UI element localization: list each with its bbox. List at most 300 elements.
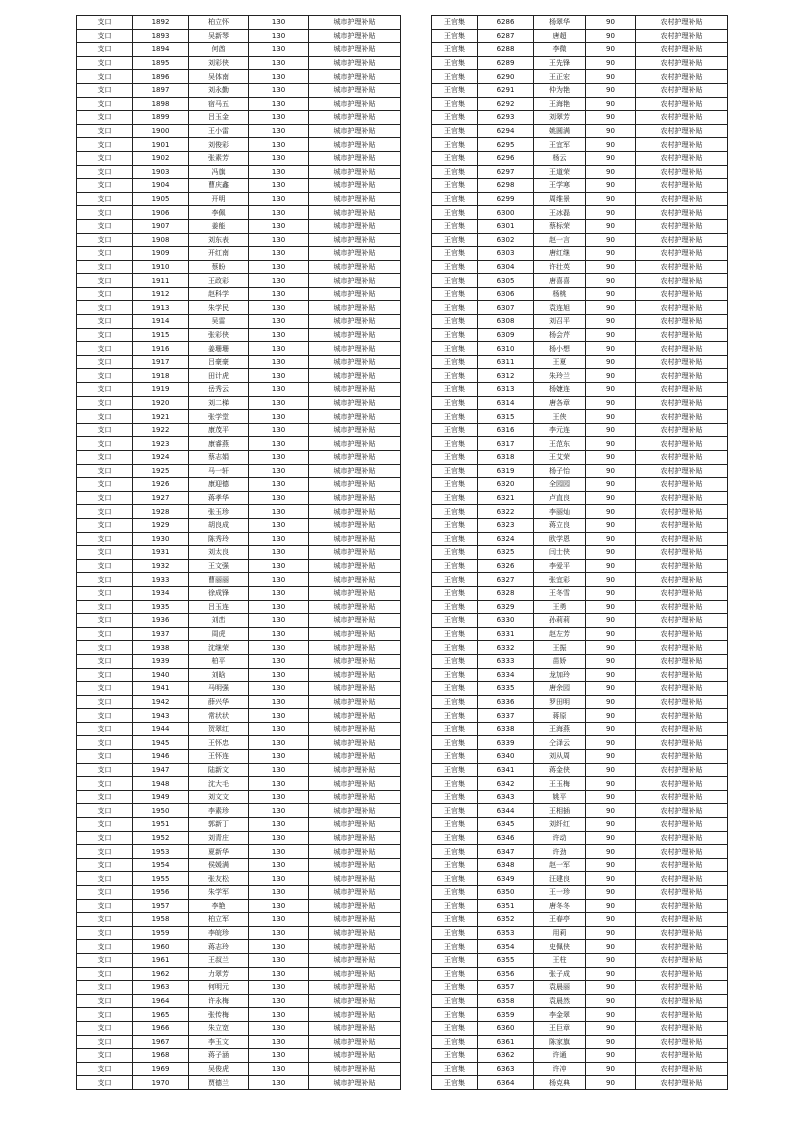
village-cell: 支口 [77, 1062, 133, 1076]
village-cell: 王官集 [432, 355, 478, 369]
id-cell: 6331 [478, 627, 534, 641]
id-cell: 6314 [478, 396, 534, 410]
amount-cell: 90 [586, 179, 636, 193]
table-row [77, 559, 401, 573]
name-cell: 罗田明 [534, 695, 586, 709]
name-cell: 王文强 [189, 559, 249, 573]
village-cell: 支口 [77, 287, 133, 301]
table-row [77, 124, 401, 138]
id-cell: 6326 [478, 559, 534, 573]
village-cell: 王官集 [432, 301, 478, 315]
amount-cell: 90 [586, 505, 636, 519]
id-cell: 1952 [133, 831, 189, 845]
id-cell: 1968 [133, 1049, 189, 1063]
type-cell: 城市护理补贴 [309, 940, 401, 954]
id-cell: 1926 [133, 478, 189, 492]
village-cell: 王官集 [432, 940, 478, 954]
table-row [432, 478, 728, 492]
id-cell: 6342 [478, 777, 534, 791]
type-cell: 城市护理补贴 [309, 913, 401, 927]
village-cell: 王官集 [432, 165, 478, 179]
name-cell: 赵一军 [534, 858, 586, 872]
name-cell: 陈秀玲 [189, 532, 249, 546]
type-cell: 城市护理补贴 [309, 233, 401, 247]
table-row [77, 953, 401, 967]
table-row [77, 464, 401, 478]
id-cell: 1908 [133, 233, 189, 247]
village-cell: 支口 [77, 845, 133, 859]
name-cell: 何明元 [189, 981, 249, 995]
amount-cell: 90 [586, 627, 636, 641]
village-cell: 王官集 [432, 994, 478, 1008]
table-row [432, 423, 728, 437]
type-cell: 农村护理补贴 [636, 423, 728, 437]
table-row [432, 1062, 728, 1076]
table-row [77, 668, 401, 682]
type-cell: 农村护理补贴 [636, 777, 728, 791]
id-cell: 1921 [133, 410, 189, 424]
amount-cell: 130 [249, 967, 309, 981]
village-cell: 支口 [77, 668, 133, 682]
name-cell: 王学寒 [534, 179, 586, 193]
table-row [77, 722, 401, 736]
table-row [432, 559, 728, 573]
name-cell: 张玉珍 [189, 505, 249, 519]
village-cell: 王官集 [432, 926, 478, 940]
name-cell: 许永梅 [189, 994, 249, 1008]
amount-cell: 90 [586, 668, 636, 682]
name-cell: 常状状 [189, 709, 249, 723]
table-row [77, 355, 401, 369]
type-cell: 城市护理补贴 [309, 804, 401, 818]
id-cell: 1927 [133, 491, 189, 505]
name-cell: 李玉文 [189, 1035, 249, 1049]
village-cell: 支口 [77, 247, 133, 261]
village-cell: 支口 [77, 151, 133, 165]
amount-cell: 130 [249, 736, 309, 750]
village-cell: 支口 [77, 518, 133, 532]
table-row [432, 301, 728, 315]
village-cell: 王官集 [432, 913, 478, 927]
village-cell: 支口 [77, 315, 133, 329]
id-cell: 6316 [478, 423, 534, 437]
name-cell: 袁连旭 [534, 301, 586, 315]
id-cell: 6330 [478, 614, 534, 628]
name-cell: 李丽灿 [534, 505, 586, 519]
village-cell: 支口 [77, 43, 133, 57]
id-cell: 1954 [133, 858, 189, 872]
name-cell: 周虎 [189, 627, 249, 641]
amount-cell: 130 [249, 790, 309, 804]
amount-cell: 130 [249, 518, 309, 532]
table-row [432, 600, 728, 614]
name-cell: 王侠 [534, 410, 586, 424]
id-cell: 6353 [478, 926, 534, 940]
id-cell: 1939 [133, 654, 189, 668]
id-cell: 6310 [478, 342, 534, 356]
amount-cell: 130 [249, 355, 309, 369]
amount-cell: 130 [249, 124, 309, 138]
table-row [77, 1062, 401, 1076]
name-cell: 欧学恩 [534, 532, 586, 546]
id-cell: 6304 [478, 260, 534, 274]
type-cell: 农村护理补贴 [636, 818, 728, 832]
id-cell: 1941 [133, 682, 189, 696]
name-cell: 薛兴华 [189, 695, 249, 709]
amount-cell: 130 [249, 722, 309, 736]
table-row [432, 845, 728, 859]
village-cell: 王官集 [432, 410, 478, 424]
id-cell: 6293 [478, 111, 534, 125]
village-cell: 王官集 [432, 695, 478, 709]
table-row [432, 831, 728, 845]
table-row [77, 247, 401, 261]
type-cell: 农村护理补贴 [636, 695, 728, 709]
village-cell: 支口 [77, 695, 133, 709]
amount-cell: 90 [586, 274, 636, 288]
amount-cell: 130 [249, 981, 309, 995]
id-cell: 6289 [478, 56, 534, 70]
village-cell: 王官集 [432, 423, 478, 437]
table-row [77, 97, 401, 111]
table-row [432, 274, 728, 288]
village-cell: 支口 [77, 831, 133, 845]
id-cell: 1915 [133, 328, 189, 342]
amount-cell: 90 [586, 437, 636, 451]
type-cell: 农村护理补贴 [636, 858, 728, 872]
village-cell: 支口 [77, 233, 133, 247]
table-row [77, 165, 401, 179]
village-cell: 王官集 [432, 260, 478, 274]
name-cell: 吕玉连 [189, 600, 249, 614]
table-row [77, 654, 401, 668]
type-cell: 城市护理补贴 [309, 654, 401, 668]
name-cell: 杨小想 [534, 342, 586, 356]
village-cell: 支口 [77, 16, 133, 30]
type-cell: 城市护理补贴 [309, 994, 401, 1008]
type-cell: 农村护理补贴 [636, 396, 728, 410]
id-cell: 6347 [478, 845, 534, 859]
amount-cell: 130 [249, 111, 309, 125]
id-cell: 1944 [133, 722, 189, 736]
village-cell: 王官集 [432, 247, 478, 261]
table-row [77, 451, 401, 465]
name-cell: 李皖珍 [189, 926, 249, 940]
village-cell: 王官集 [432, 29, 478, 43]
type-cell: 农村护理补贴 [636, 641, 728, 655]
amount-cell: 130 [249, 709, 309, 723]
id-cell: 6360 [478, 1021, 534, 1035]
table-row [432, 179, 728, 193]
village-cell: 王官集 [432, 790, 478, 804]
village-cell: 支口 [77, 532, 133, 546]
id-cell: 6364 [478, 1076, 534, 1090]
id-cell: 1903 [133, 165, 189, 179]
amount-cell: 90 [586, 614, 636, 628]
id-cell: 1932 [133, 559, 189, 573]
table-row [77, 858, 401, 872]
village-cell: 王官集 [432, 818, 478, 832]
table-row [77, 736, 401, 750]
amount-cell: 130 [249, 342, 309, 356]
name-cell: 王冰磊 [534, 206, 586, 220]
right-roster-table [431, 15, 728, 1090]
id-cell: 1902 [133, 151, 189, 165]
id-cell: 6303 [478, 247, 534, 261]
type-cell: 城市护理补贴 [309, 491, 401, 505]
name-cell: 刘彩侠 [189, 56, 249, 70]
table-row [77, 16, 401, 30]
type-cell: 城市护理补贴 [309, 505, 401, 519]
amount-cell: 130 [249, 831, 309, 845]
name-cell: 姜珊珊 [189, 342, 249, 356]
name-cell: 王冬雪 [534, 586, 586, 600]
type-cell: 城市护理补贴 [309, 736, 401, 750]
type-cell: 城市护理补贴 [309, 953, 401, 967]
table-row [77, 614, 401, 628]
village-cell: 王官集 [432, 682, 478, 696]
table-row [77, 926, 401, 940]
village-cell: 王官集 [432, 491, 478, 505]
name-cell: 张传梅 [189, 1008, 249, 1022]
name-cell: 吴体南 [189, 70, 249, 84]
village-cell: 支口 [77, 1021, 133, 1035]
id-cell: 1906 [133, 206, 189, 220]
id-cell: 1959 [133, 926, 189, 940]
amount-cell: 90 [586, 192, 636, 206]
table-row [77, 682, 401, 696]
table-row [432, 586, 728, 600]
table-row [432, 709, 728, 723]
village-cell: 支口 [77, 763, 133, 777]
type-cell: 农村护理补贴 [636, 437, 728, 451]
type-cell: 城市护理补贴 [309, 451, 401, 465]
name-cell: 闫士侠 [534, 546, 586, 560]
table-row [432, 668, 728, 682]
name-cell: 王柱 [534, 953, 586, 967]
village-cell: 王官集 [432, 614, 478, 628]
amount-cell: 130 [249, 926, 309, 940]
village-cell: 支口 [77, 260, 133, 274]
village-cell: 王官集 [432, 342, 478, 356]
id-cell: 6348 [478, 858, 534, 872]
name-cell: 蔡标荣 [534, 219, 586, 233]
amount-cell: 130 [249, 505, 309, 519]
type-cell: 农村护理补贴 [636, 491, 728, 505]
table-row [432, 206, 728, 220]
id-cell: 1955 [133, 872, 189, 886]
name-cell: 王艾荣 [534, 451, 586, 465]
name-cell: 唐余园 [534, 682, 586, 696]
table-row [432, 940, 728, 954]
village-cell: 王官集 [432, 464, 478, 478]
id-cell: 6351 [478, 899, 534, 913]
amount-cell: 130 [249, 763, 309, 777]
amount-cell: 130 [249, 287, 309, 301]
id-cell: 1922 [133, 423, 189, 437]
name-cell: 唐超 [534, 29, 586, 43]
type-cell: 城市护理补贴 [309, 383, 401, 397]
table-row [77, 627, 401, 641]
village-cell: 王官集 [432, 70, 478, 84]
village-cell: 王官集 [432, 586, 478, 600]
table-row [77, 886, 401, 900]
type-cell: 城市护理补贴 [309, 573, 401, 587]
village-cell: 王官集 [432, 124, 478, 138]
type-cell: 城市护理补贴 [309, 478, 401, 492]
amount-cell: 130 [249, 43, 309, 57]
name-cell: 苗娇 [534, 654, 586, 668]
name-cell: 王先锋 [534, 56, 586, 70]
village-cell: 王官集 [432, 1062, 478, 1076]
name-cell: 柏平 [189, 654, 249, 668]
type-cell: 农村护理补贴 [636, 56, 728, 70]
id-cell: 6315 [478, 410, 534, 424]
name-cell: 王相插 [534, 804, 586, 818]
amount-cell: 90 [586, 206, 636, 220]
amount-cell: 90 [586, 722, 636, 736]
name-cell: 王巨章 [534, 1021, 586, 1035]
table-row [432, 682, 728, 696]
name-cell: 吕豪豪 [189, 355, 249, 369]
amount-cell: 90 [586, 124, 636, 138]
type-cell: 农村护理补贴 [636, 709, 728, 723]
amount-cell: 130 [249, 491, 309, 505]
village-cell: 支口 [77, 423, 133, 437]
village-cell: 支口 [77, 301, 133, 315]
village-cell: 王官集 [432, 396, 478, 410]
id-cell: 1966 [133, 1021, 189, 1035]
name-cell: 杨云 [534, 151, 586, 165]
name-cell: 许壮英 [534, 260, 586, 274]
id-cell: 1963 [133, 981, 189, 995]
name-cell: 康迎德 [189, 478, 249, 492]
type-cell: 城市护理补贴 [309, 709, 401, 723]
amount-cell: 130 [249, 233, 309, 247]
name-cell: 王春亭 [534, 913, 586, 927]
id-cell: 1898 [133, 97, 189, 111]
id-cell: 6334 [478, 668, 534, 682]
type-cell: 农村护理补贴 [636, 1062, 728, 1076]
village-cell: 支口 [77, 219, 133, 233]
id-cell: 1950 [133, 804, 189, 818]
table-row [77, 369, 401, 383]
name-cell: 刘二梯 [189, 396, 249, 410]
table-row [77, 151, 401, 165]
table-row [432, 16, 728, 30]
amount-cell: 90 [586, 682, 636, 696]
village-cell: 支口 [77, 83, 133, 97]
table-row [432, 328, 728, 342]
table-row [432, 573, 728, 587]
name-cell: 王范东 [534, 437, 586, 451]
village-cell: 王官集 [432, 1008, 478, 1022]
village-cell: 支口 [77, 437, 133, 451]
village-cell: 王官集 [432, 233, 478, 247]
table-row [432, 518, 728, 532]
amount-cell: 90 [586, 886, 636, 900]
village-cell: 支口 [77, 70, 133, 84]
type-cell: 城市护理补贴 [309, 1008, 401, 1022]
type-cell: 农村护理补贴 [636, 287, 728, 301]
table-row [432, 505, 728, 519]
table-row [77, 831, 401, 845]
table-row [432, 464, 728, 478]
amount-cell: 90 [586, 1021, 636, 1035]
village-cell: 支口 [77, 953, 133, 967]
amount-cell: 130 [249, 464, 309, 478]
amount-cell: 130 [249, 1035, 309, 1049]
amount-cell: 90 [586, 287, 636, 301]
table-row [432, 151, 728, 165]
name-cell: 朱学军 [189, 886, 249, 900]
id-cell: 6300 [478, 206, 534, 220]
table-row [77, 532, 401, 546]
village-cell: 王官集 [432, 804, 478, 818]
village-cell: 支口 [77, 383, 133, 397]
name-cell: 曹庆鑫 [189, 179, 249, 193]
name-cell: 蒋金侠 [534, 763, 586, 777]
name-cell: 杨翠华 [534, 16, 586, 30]
name-cell: 刘文文 [189, 790, 249, 804]
table-row [432, 818, 728, 832]
name-cell: 张彩侠 [189, 328, 249, 342]
amount-cell: 130 [249, 940, 309, 954]
village-cell: 王官集 [432, 641, 478, 655]
village-cell: 王官集 [432, 722, 478, 736]
name-cell: 刘永勤 [189, 83, 249, 97]
village-cell: 王官集 [432, 627, 478, 641]
name-cell: 袁晨丽 [534, 981, 586, 995]
id-cell: 1917 [133, 355, 189, 369]
id-cell: 1958 [133, 913, 189, 927]
name-cell: 唐红继 [534, 247, 586, 261]
table-row [77, 790, 401, 804]
amount-cell: 130 [249, 872, 309, 886]
id-cell: 6333 [478, 654, 534, 668]
type-cell: 城市护理补贴 [309, 682, 401, 696]
type-cell: 城市护理补贴 [309, 260, 401, 274]
table-row [77, 709, 401, 723]
type-cell: 城市护理补贴 [309, 287, 401, 301]
amount-cell: 90 [586, 1062, 636, 1076]
amount-cell: 90 [586, 369, 636, 383]
amount-cell: 90 [586, 913, 636, 927]
id-cell: 6337 [478, 709, 534, 723]
amount-cell: 90 [586, 260, 636, 274]
amount-cell: 130 [249, 818, 309, 832]
table-row [77, 138, 401, 152]
table-row [77, 437, 401, 451]
name-cell: 陈家旗 [534, 1035, 586, 1049]
table-row [77, 546, 401, 560]
amount-cell: 90 [586, 1008, 636, 1022]
amount-cell: 130 [249, 641, 309, 655]
village-cell: 支口 [77, 410, 133, 424]
type-cell: 农村护理补贴 [636, 682, 728, 696]
amount-cell: 90 [586, 967, 636, 981]
type-cell: 城市护理补贴 [309, 315, 401, 329]
table-row [432, 994, 728, 1008]
type-cell: 农村护理补贴 [636, 192, 728, 206]
table-row [77, 586, 401, 600]
id-cell: 1919 [133, 383, 189, 397]
village-cell: 王官集 [432, 83, 478, 97]
name-cell: 刘东表 [189, 233, 249, 247]
name-cell: 蔡志娟 [189, 451, 249, 465]
village-cell: 支口 [77, 138, 133, 152]
amount-cell: 90 [586, 777, 636, 791]
